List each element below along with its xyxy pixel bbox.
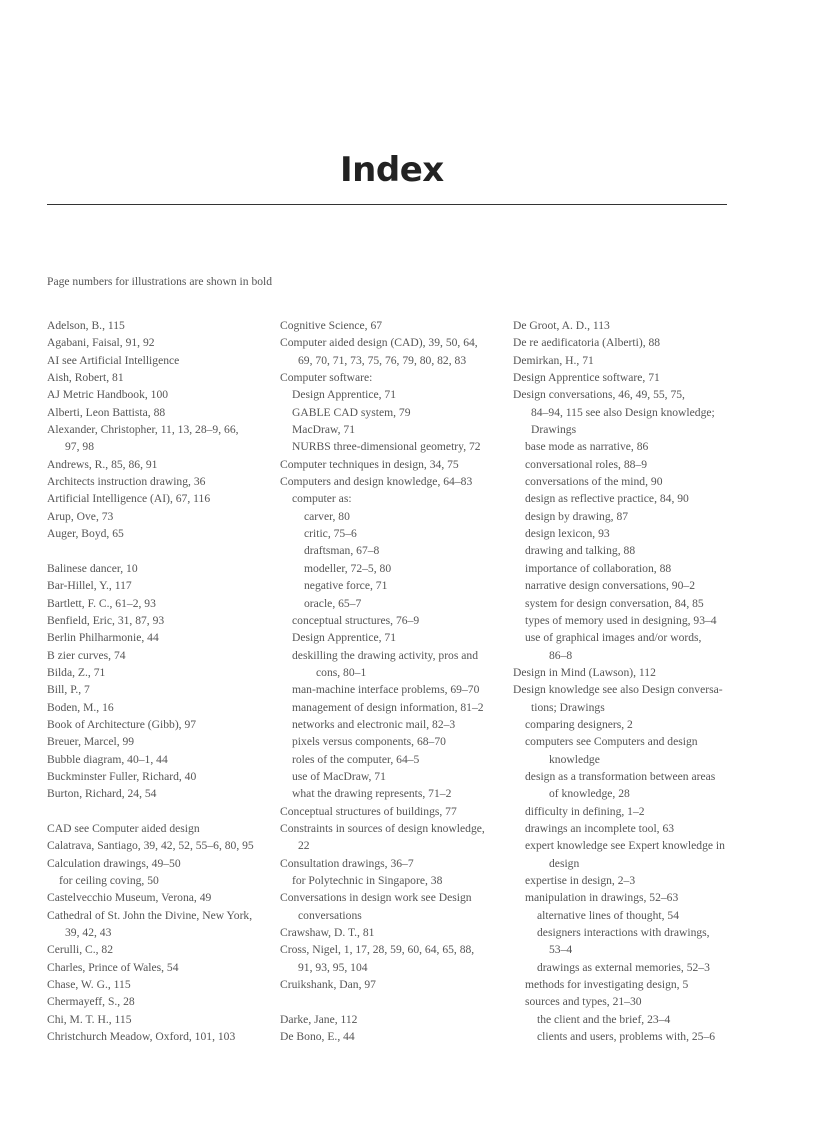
index-entry: Design Apprentice software, 71 (513, 371, 660, 385)
index-entry: design lexicon, 93 (525, 527, 610, 541)
index-entry: use of MacDraw, 71 (292, 769, 386, 783)
index-entry: MacDraw, 71 (292, 423, 355, 437)
index-entry: Chermayeff, S., 28 (47, 995, 135, 1009)
index-entry: Computer aided design (CAD), 39, 50, 64, (280, 336, 478, 350)
index-entry: Demirkan, H., 71 (513, 353, 594, 367)
index-entry: Boden, M., 16 (47, 700, 114, 714)
index-entry: Architects instruction drawing, 36 (47, 475, 206, 489)
index-entry: computers see Computers and design (525, 735, 698, 749)
index-entry: Balinese dancer, 10 (47, 561, 138, 575)
index-entry: Book of Architecture (Gibb), 97 (47, 717, 197, 731)
index-entry: drawing and talking, 88 (525, 544, 636, 558)
index-entry: use of graphical images and/or words, (525, 631, 702, 645)
index-entry: expertise in design, 2–3 (525, 874, 636, 887)
index-entry: networks and electronic mail, 82–3 (292, 717, 456, 731)
index-entry: Cathedral of St. John the Divine, New York, (47, 908, 253, 922)
index-entry: manipulation in drawings, 52–63 (525, 891, 679, 905)
page-title: Index (340, 150, 444, 190)
index-entry: NURBS three-dimensional geometry, 72 (292, 440, 481, 454)
index-entry: system for design conversation, 84, 85 (525, 596, 704, 610)
index-entry: design (549, 856, 580, 870)
index-entry: of knowledge, 28 (549, 787, 630, 801)
index-entry: types of memory used in designing, 93–4 (525, 613, 717, 627)
index-entry: 91, 93, 95, 104 (298, 960, 368, 974)
index-entry: expert knowledge see Expert knowledge in (525, 839, 725, 853)
index-entry: Auger, Boyd, 65 (47, 527, 124, 541)
index-column-1 (47, 317, 269, 1045)
index-entry: for Polytechnic in Singapore, 38 (292, 874, 443, 887)
index-entry: what the drawing represents, 71–2 (292, 787, 452, 801)
index-entry: Cross, Nigel, 1, 17, 28, 59, 60, 64, 65, 88, (280, 943, 475, 957)
index-entry: knowledge (549, 752, 600, 766)
index-entry: narrative design conversations, 90–2 (525, 579, 695, 593)
index-entry: AJ Metric Handbook, 100 (47, 388, 169, 402)
title-rule (47, 204, 727, 205)
index-entry: Bartlett, F. C., 61–2, 93 (47, 596, 156, 610)
index-entry: Alexander, Christopher, 11, 13, 28–9, 66, (47, 423, 239, 437)
index-entry: Darke, Jane, 112 (280, 1012, 358, 1026)
index-entry: Constraints in sources of design knowledge, (280, 821, 485, 835)
index-entry: Drawings (531, 423, 577, 437)
index-column-3 (513, 317, 739, 1045)
index-entry: drawings an incomplete tool, 63 (525, 821, 675, 835)
index-entry: Breuer, Marcel, 99 (47, 735, 135, 749)
index-entry: De Bono, E., 44 (280, 1030, 355, 1044)
index-entry: alternative lines of thought, 54 (537, 908, 679, 922)
index-entry: Chi, M. T. H., 115 (47, 1012, 132, 1026)
index-entry: Computers and design knowledge, 64–83 (280, 475, 473, 489)
index-entry: Cerulli, C., 82 (47, 943, 114, 957)
index-entry: Design knowledge see also Design conversa- (513, 683, 723, 697)
index-entry: comparing designers, 2 (525, 717, 633, 731)
index-entry: roles of the computer, 64–5 (292, 752, 420, 766)
index-entry: conversations of the mind, 90 (525, 475, 663, 489)
index-entry: De Groot, A. D., 113 (513, 319, 610, 332)
index-entry: Buckminster Fuller, Richard, 40 (47, 769, 197, 783)
index-entry: Bilda, Z., 71 (47, 665, 106, 679)
index-entry: Calatrava, Santiago, 39, 42, 52, 55–6, 80, 95 (47, 839, 254, 853)
index-entry: 84–94, 115 see also Design knowledge; (531, 405, 715, 419)
index-entry: Arup, Ove, 73 (47, 509, 114, 523)
index-entry: Computer techniques in design, 34, 75 (280, 457, 459, 471)
index-entry: design as a transformation between areas (525, 769, 716, 783)
index-entry: De re aedificatoria (Alberti), 88 (513, 336, 661, 350)
index-entry: Design Apprentice, 71 (292, 631, 396, 645)
index-entry: Chase, W. G., 115 (47, 978, 131, 992)
index-entry: negative force, 71 (304, 579, 388, 593)
index-entry: Design Apprentice, 71 (292, 388, 396, 402)
index-entry: Conceptual structures of buildings, 77 (280, 804, 457, 818)
index-entry: conversational roles, 88–9 (525, 457, 648, 471)
index-entry: Charles, Prince of Wales, 54 (47, 960, 179, 974)
index-entry: 97, 98 (65, 440, 94, 454)
index-entry: 86–8 (549, 648, 573, 662)
index-letter-gap (47, 803, 269, 820)
index-letter-gap (280, 993, 502, 1010)
index-entry: Castelvecchio Museum, Verona, 49 (47, 891, 212, 905)
index-entry: Adelson, B., 115 (47, 319, 125, 332)
index-entry: Design conversations, 46, 49, 55, 75, (513, 388, 685, 402)
index-entry: 69, 70, 71, 73, 75, 76, 79, 80, 82, 83 (298, 353, 467, 367)
index-entry: Benfield, Eric, 31, 87, 93 (47, 613, 165, 627)
index-entry: oracle, 65–7 (304, 596, 362, 610)
index-entry: Cognitive Science, 67 (280, 319, 383, 332)
index-entry: Andrews, R., 85, 86, 91 (47, 457, 158, 471)
index-entry: base mode as narrative, 86 (525, 440, 649, 454)
index-entry: computer as: (292, 492, 352, 506)
index-entry: for ceiling coving, 50 (59, 874, 159, 887)
index-entry: Design in Mind (Lawson), 112 (513, 665, 656, 679)
index-entry: 53–4 (549, 943, 573, 957)
index-entry: Bar-Hillel, Y., 117 (47, 579, 132, 593)
index-entry: deskilling the drawing activity, pros and (292, 648, 478, 662)
index-entry: management of design information, 81–2 (292, 700, 484, 714)
index-entry: design by drawing, 87 (525, 509, 629, 523)
index-entry: tions; Drawings (531, 700, 605, 714)
index-entry: cons, 80–1 (316, 665, 367, 679)
index-entry: Computer software: (280, 371, 373, 385)
index-letter-gap (47, 542, 269, 559)
index-entry: Berlin Philharmonie, 44 (47, 631, 159, 645)
index-entry: 39, 42, 43 (65, 926, 112, 940)
index-entry: designers interactions with drawings, (537, 926, 710, 940)
index-entry: drawings as external memories, 52–3 (537, 960, 710, 974)
index-entry: Calculation drawings, 49–50 (47, 856, 181, 870)
index-entry: methods for investigating design, 5 (525, 978, 689, 992)
index-entry: 22 (298, 839, 310, 853)
index-entry: conversations (298, 908, 362, 922)
index-entry: draftsman, 67–8 (304, 544, 380, 558)
index-entry: Bill, P., 7 (47, 683, 90, 697)
index-entry: Burton, Richard, 24, 54 (47, 787, 157, 801)
illustration-note: Page numbers for illustrations are shown in bold (47, 275, 273, 288)
index-entry: importance of collaboration, 88 (525, 561, 672, 575)
index-entry: conceptual structures, 76–9 (292, 613, 420, 627)
index-entry: sources and types, 21–30 (525, 995, 642, 1009)
index-entry: Alberti, Leon Battista, 88 (47, 405, 166, 419)
index-entry: modeller, 72–5, 80 (304, 561, 392, 575)
index-entry: AI see Artificial Intelligence (47, 353, 180, 367)
index-entry: design as reflective practice, 84, 90 (525, 492, 689, 506)
index-entry: Christchurch Meadow, Oxford, 101, 103 (47, 1030, 236, 1044)
index-entry: pixels versus components, 68–70 (292, 735, 446, 749)
index-entry: Artificial Intelligence (AI), 67, 116 (47, 492, 211, 506)
index-entry: Aish, Robert, 81 (47, 371, 124, 385)
index-entry: CAD see Computer aided design (47, 821, 200, 835)
index-entry: critic, 75–6 (304, 527, 357, 541)
index-entry: Cruikshank, Dan, 97 (280, 978, 376, 992)
index-entry: difficulty in defining, 1–2 (525, 804, 645, 818)
index-entry: clients and users, problems with, 25–6 (537, 1030, 716, 1044)
index-entry: GABLE CAD system, 79 (292, 405, 411, 419)
index-entry: the client and the brief, 23–4 (537, 1012, 671, 1026)
index-entry: Agabani, Faisal, 91, 92 (47, 336, 155, 350)
index-column-2 (280, 317, 502, 1045)
index-entry: carver, 80 (304, 509, 350, 523)
index-entry: Bubble diagram, 40–1, 44 (47, 752, 168, 766)
index-entry: Consultation drawings, 36–7 (280, 856, 414, 870)
index-entry: man-machine interface problems, 69–70 (292, 683, 480, 697)
index-entry: Crawshaw, D. T., 81 (280, 926, 375, 940)
index-entry: Conversations in design work see Design (280, 891, 472, 905)
index-entry: B zier curves, 74 (47, 648, 126, 662)
